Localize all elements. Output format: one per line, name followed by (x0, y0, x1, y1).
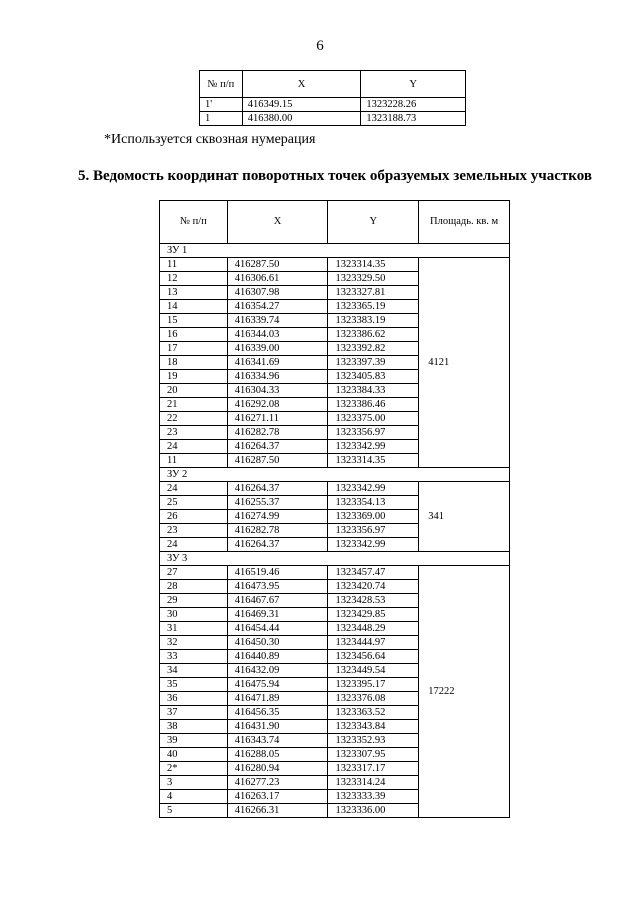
y-coordinate: 1323228.26 (361, 98, 466, 112)
y-coordinate: 1323342.99 (328, 538, 419, 552)
page-number: 6 (316, 38, 324, 54)
x-coordinate: 416471.89 (227, 692, 328, 706)
y-coordinate: 1323375.00 (328, 412, 419, 426)
point-number: 29 (160, 594, 228, 608)
table-row (200, 112, 466, 126)
x-coordinate: 416287.50 (227, 454, 328, 468)
point-number: 27 (160, 566, 228, 580)
point-number: 11 (160, 258, 228, 272)
x-coordinate: 416255.37 (227, 496, 328, 510)
x-coordinate: 416456.35 (227, 706, 328, 720)
point-number: 30 (160, 608, 228, 622)
continuation-coordinates-table (199, 70, 466, 126)
x-coordinate: 416349.15 (242, 98, 361, 112)
y-coordinate: 1323314.24 (328, 776, 419, 790)
x-coordinate: 416282.78 (227, 524, 328, 538)
y-coordinate: 1323365.19 (328, 300, 419, 314)
y-coordinate: 1323383.19 (328, 314, 419, 328)
header-x: X (227, 201, 328, 244)
table-header-row (200, 71, 466, 98)
point-number: 32 (160, 636, 228, 650)
plot-area: 4121 (419, 258, 510, 468)
land-plot-coordinates-table (159, 200, 510, 818)
plot-group-row (160, 552, 510, 566)
y-coordinate: 1323395.17 (328, 678, 419, 692)
x-coordinate: 416288.05 (227, 748, 328, 762)
y-coordinate: 1323343.84 (328, 720, 419, 734)
x-coordinate: 416519.46 (227, 566, 328, 580)
y-coordinate: 1323428.53 (328, 594, 419, 608)
x-coordinate: 416264.37 (227, 440, 328, 454)
header-y: Y (361, 71, 466, 98)
y-coordinate: 1323333.39 (328, 790, 419, 804)
y-coordinate: 1323317.17 (328, 762, 419, 776)
point-number: 37 (160, 706, 228, 720)
point-number: 25 (160, 496, 228, 510)
y-coordinate: 1323342.99 (328, 482, 419, 496)
x-coordinate: 416432.09 (227, 664, 328, 678)
x-coordinate: 416473.95 (227, 580, 328, 594)
y-coordinate: 1323356.97 (328, 524, 419, 538)
plot-label: ЗУ 2 (160, 468, 510, 482)
point-number: 38 (160, 720, 228, 734)
y-coordinate: 1323384.33 (328, 384, 419, 398)
x-coordinate: 416271.11 (227, 412, 328, 426)
point-number: 28 (160, 580, 228, 594)
y-coordinate: 1323457.47 (328, 566, 419, 580)
header-number: № п/п (160, 201, 228, 244)
x-coordinate: 416263.17 (227, 790, 328, 804)
point-number: 24 (160, 440, 228, 454)
point-number: 18 (160, 356, 228, 370)
section-heading: 5. Ведомость координат поворотных точек образуемых земельных участков (78, 168, 592, 184)
y-coordinate: 1323329.50 (328, 272, 419, 286)
y-coordinate: 1323456.64 (328, 650, 419, 664)
x-coordinate: 416307.98 (227, 286, 328, 300)
x-coordinate: 416431.90 (227, 720, 328, 734)
y-coordinate: 1323342.99 (328, 440, 419, 454)
point-number: 40 (160, 748, 228, 762)
point-number: 24 (160, 538, 228, 552)
x-coordinate: 416469.31 (227, 608, 328, 622)
table-row (160, 482, 510, 496)
y-coordinate: 1323314.35 (328, 258, 419, 272)
point-number: 14 (160, 300, 228, 314)
y-coordinate: 1323386.62 (328, 328, 419, 342)
plot-area: 341 (419, 482, 510, 552)
numbering-note: *Используется сквозная нумерация (104, 132, 316, 147)
point-number: 5 (160, 804, 228, 818)
x-coordinate: 416334.96 (227, 370, 328, 384)
x-coordinate: 416440.89 (227, 650, 328, 664)
header-y: Y (328, 201, 419, 244)
point-number: 1' (200, 98, 243, 112)
point-number: 34 (160, 664, 228, 678)
x-coordinate: 416287.50 (227, 258, 328, 272)
plot-label: ЗУ 1 (160, 244, 510, 258)
point-number: 17 (160, 342, 228, 356)
x-coordinate: 416380.00 (242, 112, 361, 126)
x-coordinate: 416339.74 (227, 314, 328, 328)
header-area: Площадь. кв. м (419, 201, 510, 244)
point-number: 20 (160, 384, 228, 398)
table-row (160, 566, 510, 580)
x-coordinate: 416344.03 (227, 328, 328, 342)
y-coordinate: 1323405.83 (328, 370, 419, 384)
x-coordinate: 416282.78 (227, 426, 328, 440)
point-number: 35 (160, 678, 228, 692)
table-row (200, 98, 466, 112)
point-number: 24 (160, 482, 228, 496)
x-coordinate: 416280.94 (227, 762, 328, 776)
x-coordinate: 416274.99 (227, 510, 328, 524)
x-coordinate: 416264.37 (227, 538, 328, 552)
x-coordinate: 416277.23 (227, 776, 328, 790)
point-number: 23 (160, 524, 228, 538)
plot-area: 17222 (419, 566, 510, 818)
x-coordinate: 416450.30 (227, 636, 328, 650)
point-number: 4 (160, 790, 228, 804)
point-number: 36 (160, 692, 228, 706)
point-number: 26 (160, 510, 228, 524)
y-coordinate: 1323352.93 (328, 734, 419, 748)
y-coordinate: 1323336.00 (328, 804, 419, 818)
point-number: 15 (160, 314, 228, 328)
x-coordinate: 416292.08 (227, 398, 328, 412)
y-coordinate: 1323444.97 (328, 636, 419, 650)
x-coordinate: 416306.61 (227, 272, 328, 286)
point-number: 3 (160, 776, 228, 790)
y-coordinate: 1323429.85 (328, 608, 419, 622)
point-number: 13 (160, 286, 228, 300)
header-x: X (242, 71, 361, 98)
y-coordinate: 1323392.82 (328, 342, 419, 356)
y-coordinate: 1323188.73 (361, 112, 466, 126)
y-coordinate: 1323376.08 (328, 692, 419, 706)
x-coordinate: 416467.67 (227, 594, 328, 608)
x-coordinate: 416454.44 (227, 622, 328, 636)
x-coordinate: 416264.37 (227, 482, 328, 496)
y-coordinate: 1323356.97 (328, 426, 419, 440)
y-coordinate: 1323449.54 (328, 664, 419, 678)
x-coordinate: 416341.69 (227, 356, 328, 370)
x-coordinate: 416343.74 (227, 734, 328, 748)
y-coordinate: 1323363.52 (328, 706, 419, 720)
point-number: 31 (160, 622, 228, 636)
x-coordinate: 416339.00 (227, 342, 328, 356)
y-coordinate: 1323327.81 (328, 286, 419, 300)
plot-label: ЗУ 3 (160, 552, 510, 566)
point-number: 2* (160, 762, 228, 776)
y-coordinate: 1323386.46 (328, 398, 419, 412)
point-number: 22 (160, 412, 228, 426)
header-number: № п/п (200, 71, 243, 98)
y-coordinate: 1323369.00 (328, 510, 419, 524)
plot-group-row (160, 244, 510, 258)
point-number: 11 (160, 454, 228, 468)
point-number: 33 (160, 650, 228, 664)
y-coordinate: 1323314.35 (328, 454, 419, 468)
point-number: 16 (160, 328, 228, 342)
y-coordinate: 1323354.13 (328, 496, 419, 510)
x-coordinate: 416475.94 (227, 678, 328, 692)
plot-group-row (160, 468, 510, 482)
point-number: 21 (160, 398, 228, 412)
y-coordinate: 1323307.95 (328, 748, 419, 762)
point-number: 12 (160, 272, 228, 286)
point-number: 23 (160, 426, 228, 440)
y-coordinate: 1323420.74 (328, 580, 419, 594)
point-number: 1 (200, 112, 243, 126)
point-number: 19 (160, 370, 228, 384)
point-number: 39 (160, 734, 228, 748)
x-coordinate: 416304.33 (227, 384, 328, 398)
y-coordinate: 1323397.39 (328, 356, 419, 370)
table-header-row (160, 201, 510, 244)
y-coordinate: 1323448.29 (328, 622, 419, 636)
table-row (160, 258, 510, 272)
x-coordinate: 416354.27 (227, 300, 328, 314)
x-coordinate: 416266.31 (227, 804, 328, 818)
